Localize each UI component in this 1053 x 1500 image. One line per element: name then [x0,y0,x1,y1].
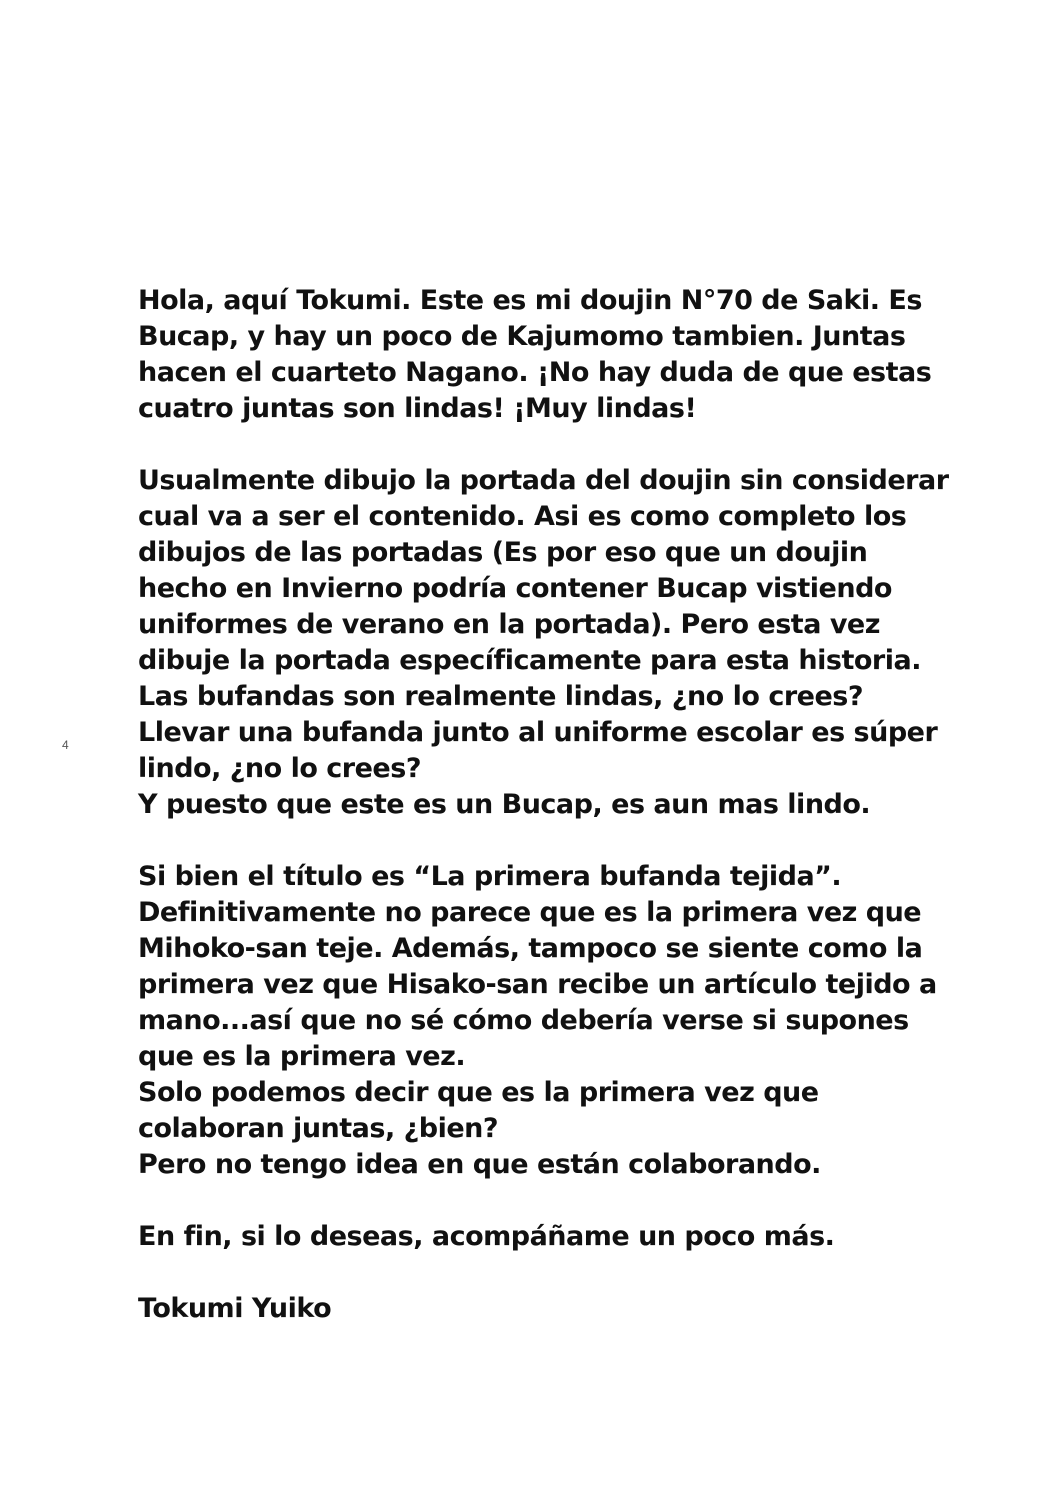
text-line: Hola, aquí Tokumi. Este es mi doujin N°70 de Saki. Es [138,285,922,316]
text-line: Y puesto que este es un Bucap, es aun mas lindo. [138,789,871,820]
text-line: Si bien el título es “La primera bufanda tejida”. [138,861,842,892]
text-line: primera vez que Hisako-san recibe un artículo tejido a [138,969,937,1000]
text-line: dibujos de las portadas (Es por eso que un doujin [138,537,868,568]
text-line: Mihoko-san teje. Además, tampoco se siente como la [138,933,923,964]
text-line: Llevar una bufanda junto al uniforme escolar es súper [138,717,938,748]
text-line: dibuje la portada específicamente para esta historia. [138,645,921,676]
afterword-text [138,283,988,1327]
text-line: mano...así que no sé cómo debería verse si supones [138,1005,909,1036]
text-line: hacen el cuarteto Nagano. ¡No hay duda de que estas [138,357,932,388]
text-line: que es la primera vez. [138,1041,466,1072]
text-line: En fin, si lo deseas, acompáñame un poco más. [138,1221,835,1252]
text-line: Usualmente dibujo la portada del doujin sin considerar [138,465,949,496]
text-line: colaboran juntas, ¿bien? [138,1113,499,1144]
text-line: Las bufandas son realmente lindas, ¿no lo crees? [138,681,863,712]
text-line: lindo, ¿no lo crees? [138,753,421,784]
text-line: Pero no tengo idea en que están colaborando. [138,1149,821,1180]
text-line: hecho en Invierno podría contener Bucap vistiendo [138,573,892,604]
text-line: Bucap, y hay un poco de Kajumomo tambien. Juntas [138,321,906,352]
signature-name: Tokumi Yuiko [138,1293,332,1324]
paragraph-cover [138,463,988,823]
paragraph-intro [138,283,988,427]
text-line: Solo podemos decir que es la primera vez que [138,1077,819,1108]
paragraph-closing [138,1219,988,1255]
paragraph-title [138,859,988,1183]
text-line: uniformes de verano en la portada). Pero esta vez [138,609,880,640]
text-line: cuatro juntas son lindas! ¡Muy lindas! [138,393,697,424]
signature [138,1291,988,1327]
page-number: 4 [62,738,69,752]
text-line: Definitivamente no parece que es la primera vez que [138,897,922,928]
text-line: cual va a ser el contenido. Asi es como completo los [138,501,907,532]
